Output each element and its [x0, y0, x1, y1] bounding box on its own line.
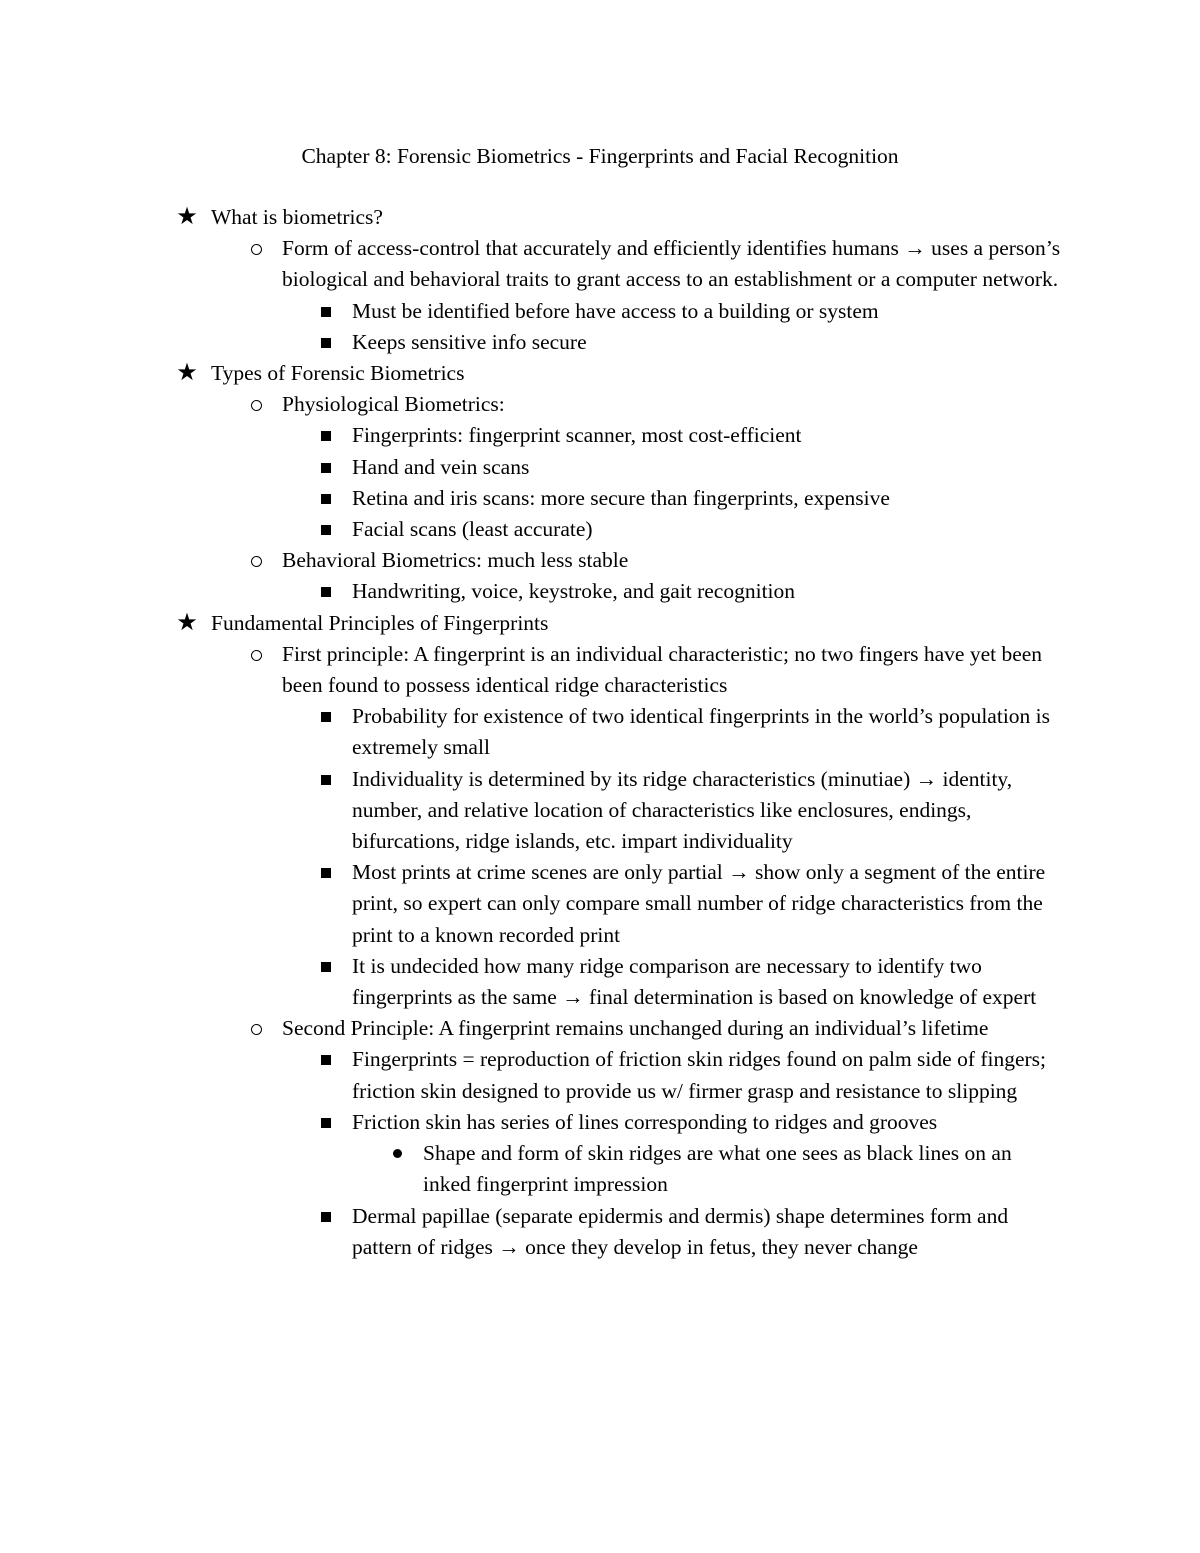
- outline-item-level-2: [0, 296, 1200, 327]
- outline-item-level-1: [0, 1013, 1200, 1044]
- outline-item-text: Individuality is determined by its ridge characteristics (minutiae) → identity, number, and relative location of characteristics like enclosures, endings, bifurcations, ridge islands, etc. impart individuality: [352, 766, 1013, 854]
- filled-square-icon: [314, 576, 338, 609]
- outline-item-text: Shape and form of skin ridges are what one sees as black lines on an inked fingerprint impression: [423, 1141, 1012, 1197]
- star-icon: ★: [176, 360, 198, 387]
- outline-item-level-2: [0, 1107, 1200, 1138]
- hollow-circle-icon: [244, 233, 268, 264]
- outline-item-text: Second Principle: A fingerprint remains unchanged during an individual’s lifetime: [282, 1016, 989, 1041]
- outline-item-level-2: [0, 514, 1200, 545]
- filled-square-icon: [314, 483, 338, 516]
- outline-item-text: What is biometrics?: [211, 205, 383, 229]
- outline-item-level-3: [0, 1138, 1200, 1200]
- filled-square-icon: [314, 1107, 338, 1140]
- outline-item-level-1: [0, 233, 1200, 295]
- outline-item-level-2: [0, 576, 1200, 607]
- outline-item-level-2: [0, 420, 1200, 451]
- filled-square-icon: [314, 420, 338, 453]
- hollow-circle-icon: [244, 1013, 268, 1044]
- outline-item-text: Must be identified before have access to a building or system: [352, 298, 879, 323]
- outline-item-level-1: [0, 389, 1200, 420]
- outline-item-level-2: [0, 701, 1200, 763]
- filled-square-icon: [314, 764, 338, 797]
- outline-item-text: Fundamental Principles of Fingerprints: [211, 610, 549, 635]
- outline-item-text: Physiological Biometrics:: [282, 392, 505, 417]
- filled-square-icon: [314, 296, 338, 329]
- outline-item-level-2: [0, 857, 1200, 951]
- page-title: Chapter 8: Forensic Biometrics - Fingerprints and Facial Recognition: [301, 144, 899, 168]
- outline-item-level-2: [0, 951, 1200, 1013]
- outline-list: [0, 202, 1200, 1263]
- outline-item-level-2: [0, 452, 1200, 483]
- outline-item-level-1: [0, 639, 1200, 701]
- filled-square-icon: [314, 452, 338, 485]
- outline-item-level-2: [0, 327, 1200, 358]
- outline-item-text: Handwriting, voice, keystroke, and gait recognition: [352, 579, 796, 604]
- filled-square-icon: [314, 1201, 338, 1234]
- hollow-circle-icon: [244, 389, 268, 420]
- outline-item-text: Keeps sensitive info secure: [352, 329, 587, 354]
- outline-item-text: Most prints at crime scenes are only partial → show only a segment of the entire print, so expert can only compare small number of ridge characteristics from the print to a known recorded print: [352, 860, 1046, 947]
- outline-item-level-2: [0, 483, 1200, 514]
- filled-dot-icon: [385, 1138, 409, 1169]
- star-icon: ★: [176, 204, 198, 230]
- filled-square-icon: [314, 701, 338, 734]
- hollow-circle-icon: [244, 545, 268, 576]
- outline-item-text: Hand and vein scans: [352, 454, 530, 479]
- outline-item-level-2: [0, 1044, 1200, 1106]
- outline-item-text: Behavioral Biometrics: much less stable: [282, 548, 629, 573]
- outline-item-text: Retina and iris scans: more secure than fingerprints, expensive: [352, 485, 890, 510]
- outline-item-text: It is undecided how many ridge comparison are necessary to identify two fingerprints as the same → final determination is based on knowledge of expert: [352, 953, 1037, 1010]
- outline-item-level-1: [0, 545, 1200, 576]
- filled-square-icon: [314, 327, 338, 360]
- filled-square-icon: [314, 951, 338, 984]
- outline-item-text: Types of Forensic Biometrics: [211, 361, 465, 386]
- filled-square-icon: [314, 514, 338, 547]
- outline-item-level-2: [0, 764, 1200, 858]
- outline-item-text: Fingerprints: fingerprint scanner, most cost-efficient: [352, 423, 802, 448]
- star-icon: ★: [176, 609, 198, 636]
- outline-item-text: Facial scans (least accurate): [352, 517, 593, 542]
- hollow-circle-icon: [244, 639, 268, 670]
- outline-item-text: Form of access-control that accurately and efficiently identifies humans → uses a person’s biological and behavioral traits to grant access to an establishment or a computer network.: [282, 236, 1061, 292]
- outline-item-text: Probability for existence of two identical fingerprints in the world’s population is extremely small: [352, 704, 1051, 760]
- filled-square-icon: [314, 1044, 338, 1077]
- outline-item-level-0: [0, 358, 1200, 389]
- outline-item-level-2: [0, 1201, 1200, 1263]
- outline-item-level-0: [0, 202, 1200, 233]
- outline-item-level-0: [0, 608, 1200, 639]
- filled-square-icon: [314, 857, 338, 890]
- outline-item-text: Friction skin has series of lines corresponding to ridges and grooves: [352, 1109, 938, 1134]
- outline-item-text: Dermal papillae (separate epidermis and dermis) shape determines form and pattern of ridges → once they develop in fetus, they never change: [352, 1203, 1009, 1259]
- outline-item-text: First principle: A fingerprint is an individual characteristic; no two fingers have yet been been found to possess identical ridge characteristics: [282, 641, 1043, 698]
- outline-item-text: Fingerprints = reproduction of friction skin ridges found on palm side of fingers; friction skin designed to provide us w/ firmer grasp and resistance to slipping: [352, 1047, 1047, 1103]
